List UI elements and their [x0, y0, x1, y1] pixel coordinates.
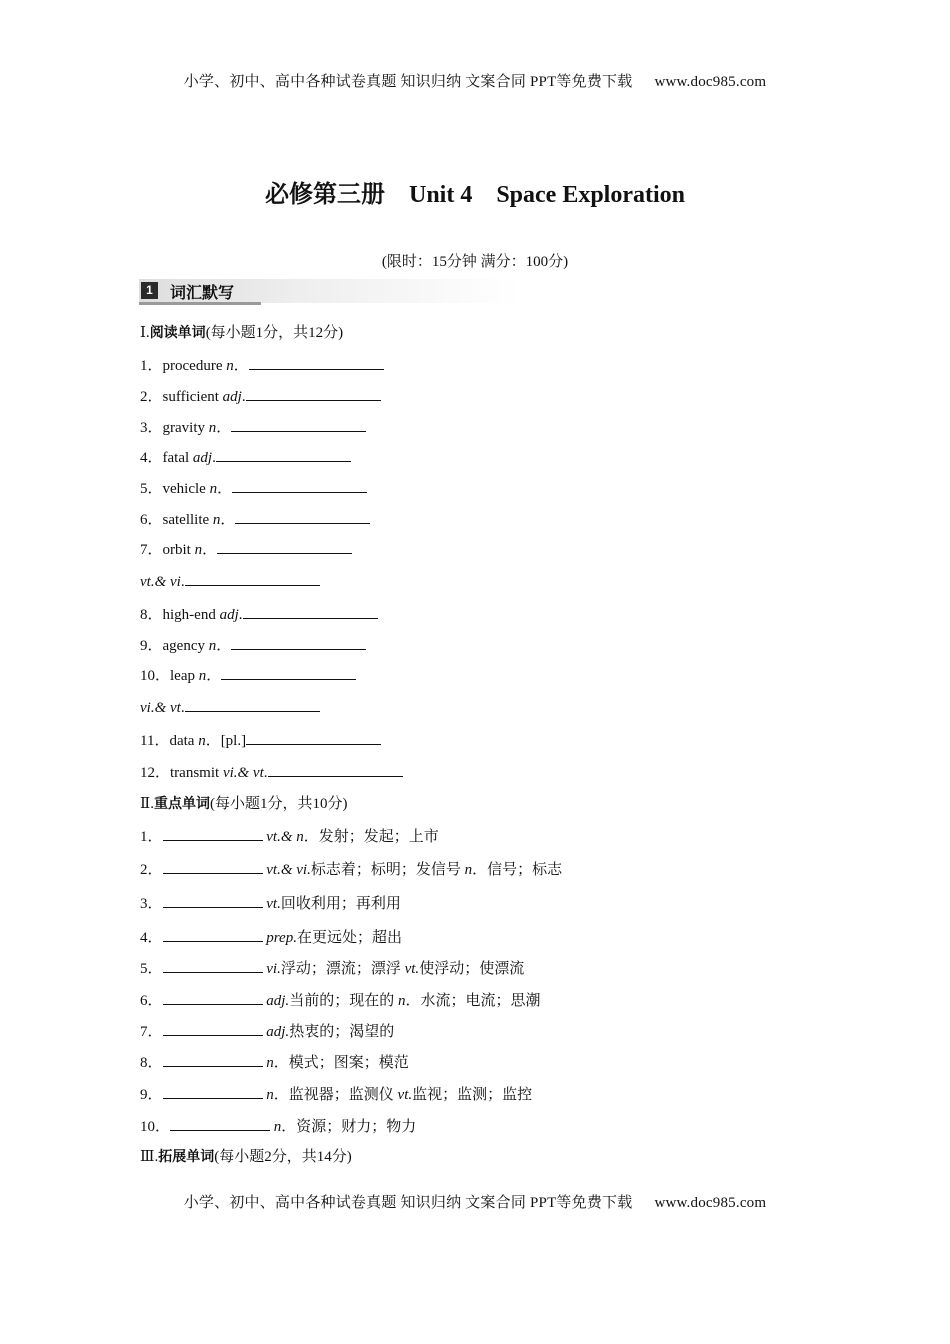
list-item: 1．procedure n．	[140, 355, 384, 376]
answer-blank[interactable]	[185, 697, 320, 712]
answer-blank[interactable]	[231, 417, 366, 432]
list-item: 8．high-end adj.	[140, 604, 378, 625]
answer-blank[interactable]	[232, 478, 367, 493]
footer-banner	[0, 1191, 950, 1212]
answer-blank[interactable]	[231, 635, 366, 650]
answer-blank[interactable]	[268, 762, 403, 777]
answer-blank[interactable]	[243, 604, 378, 619]
answer-blank[interactable]	[163, 958, 263, 973]
answer-blank[interactable]	[235, 509, 370, 524]
answer-blank[interactable]	[163, 1084, 263, 1099]
answer-blank[interactable]	[163, 1052, 263, 1067]
list-item: 7．orbit n．	[140, 539, 352, 560]
answer-blank[interactable]	[170, 1116, 270, 1131]
list-item: 3．gravity n．	[140, 417, 366, 438]
answer-blank[interactable]	[246, 730, 381, 745]
answer-blank[interactable]	[249, 355, 384, 370]
list-item: 11．data n．[pl.]	[140, 730, 381, 751]
page-title	[0, 174, 950, 209]
answer-blank[interactable]	[163, 990, 263, 1005]
footer-site[interactable]: www.doc985.com	[654, 1195, 767, 1211]
answer-blank[interactable]	[216, 447, 351, 462]
list-item: 12．transmit vi.& vt.	[140, 762, 403, 783]
list-item: 10．leap n．	[140, 665, 356, 686]
part1-heading: Ⅰ.阅读单词(每小题1分，共12分)	[140, 325, 344, 341]
list-item: 5． vi.浮动；漂流；漂浮 vt.使浮动；使漂流	[140, 958, 524, 979]
list-item: 9． n．监视器；监测仪 vt.监视；监测；监控	[140, 1084, 532, 1105]
answer-blank[interactable]	[217, 539, 352, 554]
list-item: vi.& vt.	[140, 697, 320, 718]
section-badge: 1	[141, 282, 158, 299]
answer-blank[interactable]	[163, 1021, 263, 1036]
answer-blank[interactable]	[221, 665, 356, 680]
footer-text: 小学、初中、高中各种试卷真题 知识归纳 文案合同 PPT等免费下载	[183, 1195, 633, 1211]
answer-blank[interactable]	[163, 859, 263, 874]
part2-heading: Ⅱ.重点单词(每小题1分，共10分)	[140, 796, 348, 812]
list-item: 4． prep.在更远处；超出	[140, 927, 402, 948]
answer-blank[interactable]	[246, 386, 381, 401]
header-banner	[0, 70, 950, 91]
list-item: 10． n．资源；财力；物力	[140, 1116, 416, 1137]
header-site[interactable]: www.doc985.com	[654, 74, 767, 90]
part3-heading: Ⅲ.拓展单词(每小题2分，共14分)	[140, 1149, 352, 1165]
list-item: 9．agency n．	[140, 635, 366, 656]
list-item: 5．vehicle n．	[140, 478, 367, 499]
list-item: vt.& vi.	[140, 571, 320, 592]
title-unit: Unit 4	[408, 182, 473, 208]
list-item: 4．fatal adj.	[140, 447, 351, 468]
list-item: 3． vt.回收利用；再利用	[140, 893, 401, 914]
answer-blank[interactable]	[163, 826, 263, 841]
section-label: 词汇默写	[170, 283, 235, 302]
section-underline	[139, 302, 261, 305]
list-item: 6． adj.当前的；现在的 n．水流；电流；思潮	[140, 990, 540, 1011]
time-score-note: (限时：15分钟 满分：100分)	[381, 254, 569, 270]
list-item: 7． adj.热衷的；渴望的	[140, 1021, 394, 1042]
answer-blank[interactable]	[163, 893, 263, 908]
answer-blank[interactable]	[163, 927, 263, 942]
list-item: 6．satellite n．	[140, 509, 370, 530]
list-item: 8． n．模式；图案；模范	[140, 1052, 409, 1073]
title-topic: Space Exploration	[496, 182, 686, 208]
list-item: 1． vt.& n．发射；发起；上市	[140, 826, 439, 847]
list-item: 2．sufficient adj.	[140, 386, 381, 407]
title-book: 必修第三册	[264, 182, 385, 208]
list-item: 2． vt.& vi.标志着；标明；发信号 n．信号；标志	[140, 859, 562, 880]
section-tag	[139, 279, 519, 303]
answer-blank[interactable]	[185, 571, 320, 586]
header-text: 小学、初中、高中各种试卷真题 知识归纳 文案合同 PPT等免费下载	[183, 74, 633, 90]
